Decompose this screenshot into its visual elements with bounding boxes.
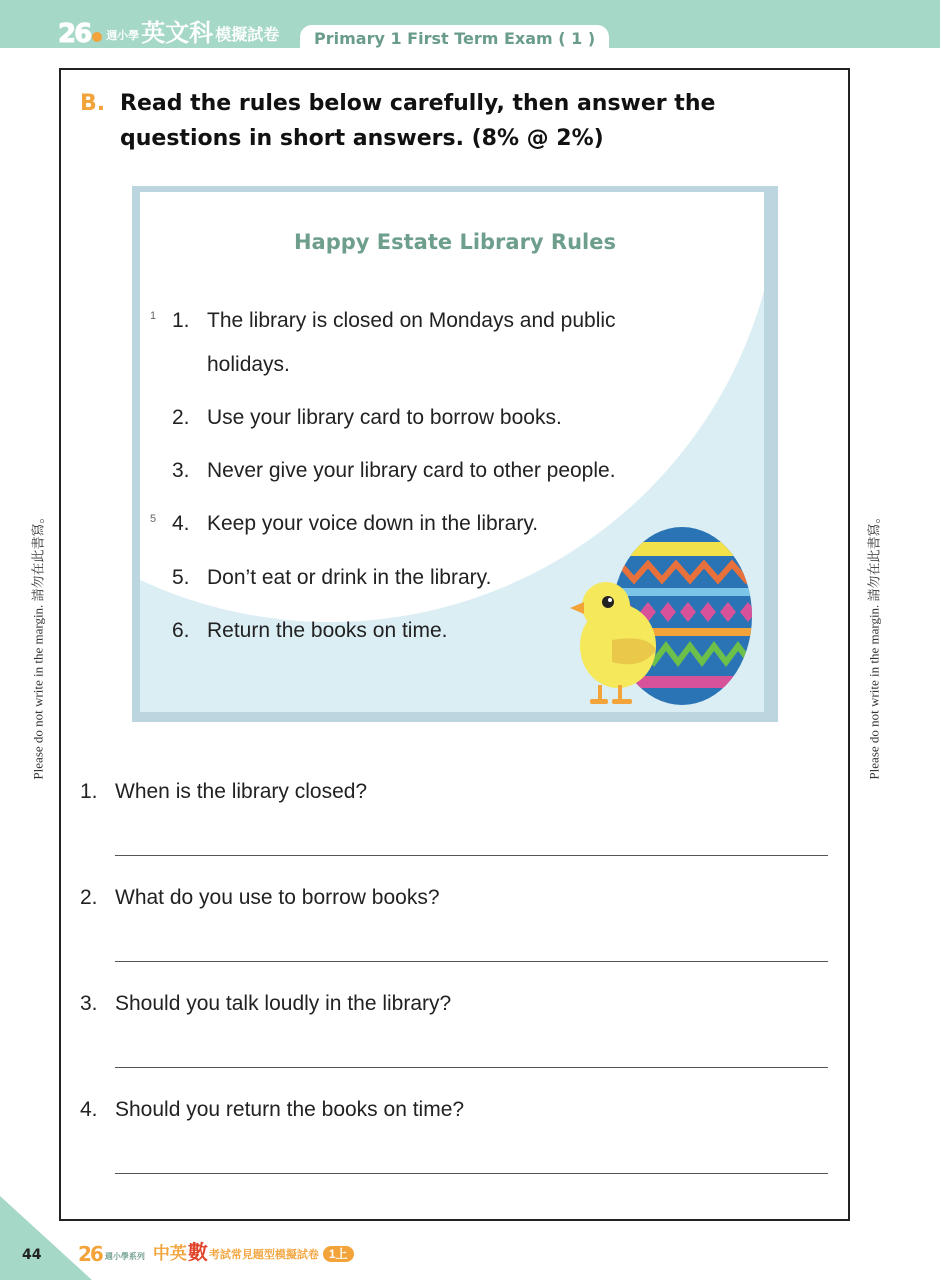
board-title: Happy Estate Library Rules [293,230,616,254]
header-logo-series: 週小學 [106,30,140,42]
rule-number: 3. [172,459,190,482]
grade-badge: 1上 [323,1246,354,1262]
line-number: 5 [150,513,157,525]
margin-note-left [27,480,47,810]
rule-number: 6. [172,619,190,642]
rule-text [207,308,727,378]
line-number: 1 [150,310,157,322]
rule-text: Use your library card to borrow books. [207,406,562,429]
header-logo-number: 26 [58,19,91,49]
question-text: Should you talk loudly in the library? [115,992,452,1015]
question-number: 2. [80,886,98,909]
header-paper-type: 模擬試卷 [215,27,280,44]
question-text: When is the library closed? [115,780,368,803]
section-instruction-line1: Read the rules below carefully, then answer the [120,91,716,116]
margin-note-text: Please do not write in the margin. 請勿在此書寫。 [30,510,46,780]
answer-line[interactable] [115,1067,828,1068]
footer-book-title: 考試常見題型模擬試卷 [208,1249,319,1261]
question-number: 1. [80,780,98,803]
rule-number: 4. [172,512,190,535]
rule-number: 5. [172,566,190,589]
question-number: 4. [80,1098,98,1121]
rule-text: Never give your library card to other people. [207,459,616,482]
footer-logo-number: 26 [78,1242,102,1266]
rule-text: Keep your voice down in the library. [207,512,539,535]
rule-text-line1: The library is closed on Mondays and public [207,309,616,332]
rule-number: 1. [172,309,190,332]
page-number: 44 [22,1247,42,1263]
answer-line[interactable] [115,855,828,856]
footer-brand [78,1242,354,1264]
header-subject: 英文科 [141,20,214,47]
header-brand [58,18,285,48]
section-instruction [120,86,770,156]
question-number: 3. [80,992,98,1015]
section-instruction-line2: questions in short answers. (8% @ 2%) [120,126,604,151]
section-letter: B. [80,91,106,116]
pencil-icon [92,32,102,42]
question-text: What do you use to borrow books? [115,886,440,909]
exam-title-tab: Primary 1 First Term Exam ( 1 ) [300,25,609,51]
footer-subjects: 中英 [152,1244,187,1263]
footer-series: 週小學系列 [104,1252,145,1261]
footer-corner [0,1196,92,1280]
rule-text: Return the books on time. [207,619,448,642]
rule-text: Don’t eat or drink in the library. [207,566,492,589]
margin-note-text: Please do not write in the margin. 請勿在此書寫。 [866,510,882,780]
rule-text-line2: holidays. [207,353,290,376]
rule-number: 2. [172,406,190,429]
question-text: Should you return the books on time? [115,1098,465,1121]
answer-line[interactable] [115,1173,828,1174]
margin-note-right [863,480,883,810]
answer-line[interactable] [115,961,828,962]
footer-subject-math: 數 [187,1242,208,1264]
chick-and-easter-egg-icon [556,522,756,712]
